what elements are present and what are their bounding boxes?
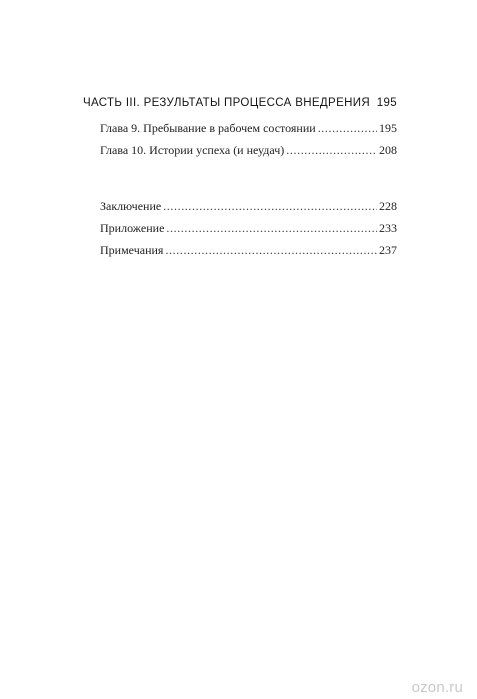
- toc-leader-dots: [165, 243, 377, 258]
- toc-chapter-entry: [100, 121, 397, 136]
- toc-chapter-title: Глава 10. Истории успеха (и неудач): [100, 143, 285, 157]
- toc-backmatter-entry: [100, 243, 397, 258]
- toc-chapter-title: Глава 9. Пребывание в рабочем состоянии: [100, 121, 316, 135]
- toc-part-page: 195: [376, 97, 397, 109]
- ozon-watermark: ozon.ru: [411, 679, 463, 696]
- toc-backmatter-entry: [100, 199, 397, 214]
- toc-backmatter-page: 228: [379, 199, 397, 213]
- toc-part-entry: [83, 97, 397, 109]
- toc-backmatter-title: Приложение: [100, 221, 165, 235]
- toc-backmatter-entry: [100, 221, 397, 236]
- toc-leader-dots: [318, 121, 377, 136]
- toc-leader-dots: [166, 221, 377, 236]
- toc-leader-dots: [373, 97, 374, 109]
- toc-chapter-entry: [100, 143, 397, 158]
- toc-part-title: ЧАСТЬ III. РЕЗУЛЬТАТЫ ПРОЦЕССА ВНЕДРЕНИЯ: [83, 97, 371, 109]
- toc-chapter-page: 195: [379, 121, 397, 135]
- toc-backmatter-title: Примечания: [100, 243, 164, 257]
- toc-backmatter-page: 233: [379, 221, 397, 235]
- toc-backmatter-page: 237: [379, 243, 397, 257]
- toc-backmatter-title: Заключение: [100, 199, 162, 213]
- toc-chapter-page: 208: [379, 143, 397, 157]
- toc-leader-dots: [286, 143, 377, 158]
- toc-leader-dots: [163, 199, 377, 214]
